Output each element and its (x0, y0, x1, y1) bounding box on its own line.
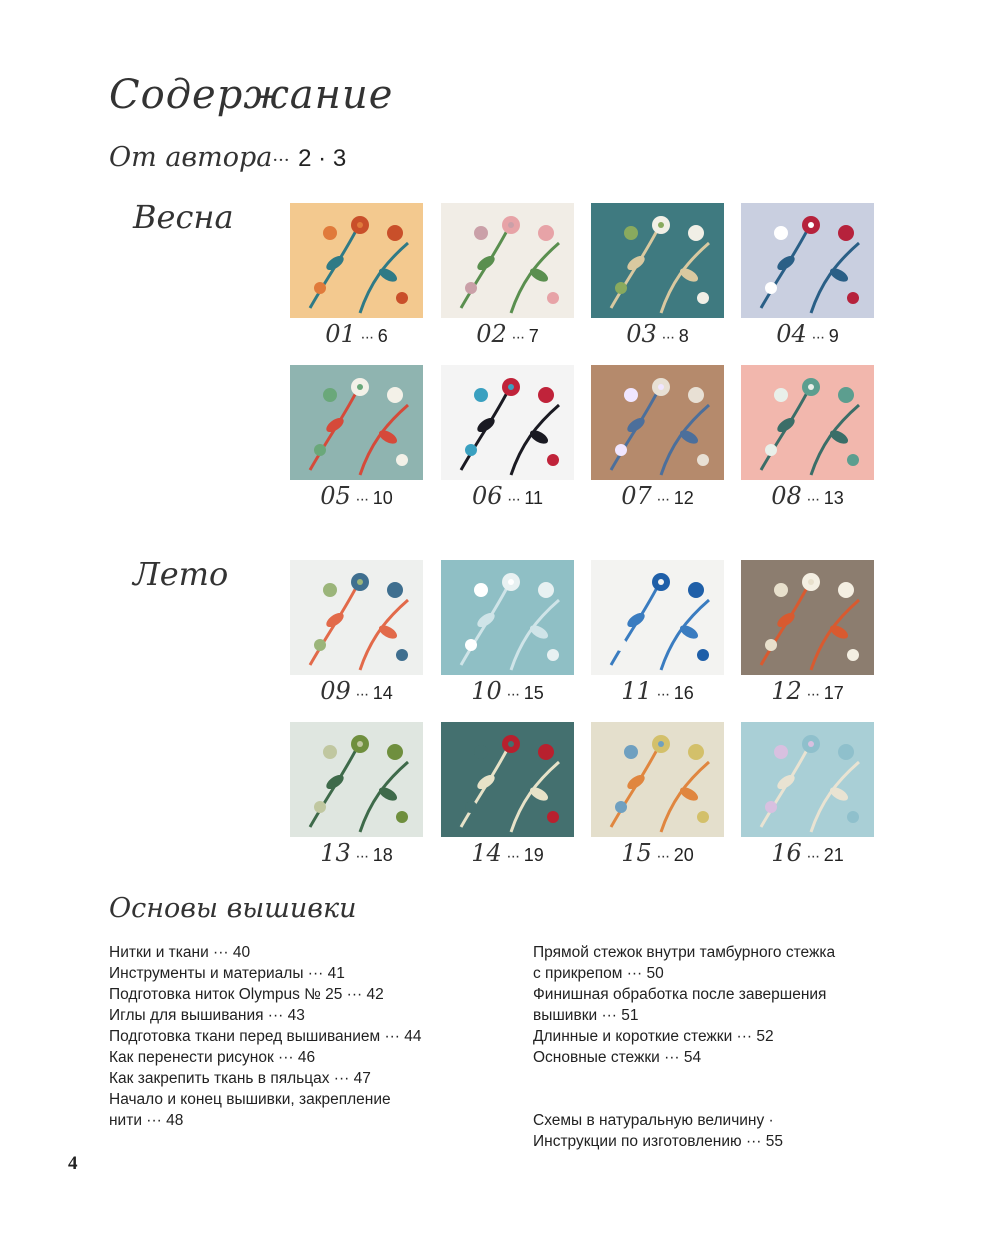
project-page: 6 (377, 326, 388, 346)
embroidery-image (290, 203, 423, 318)
embroidery-image (741, 203, 874, 318)
leader-dots: ··· (811, 329, 825, 346)
project-number: 03 (626, 320, 657, 348)
project-page: 8 (678, 326, 689, 346)
project-caption[interactable] (441, 320, 574, 348)
project-page: 11 (524, 488, 544, 508)
embroidery-image (290, 722, 423, 837)
project-thumbnail[interactable] (441, 722, 574, 837)
page-number: 4 (68, 1153, 78, 1174)
project-caption[interactable] (290, 320, 423, 348)
project-thumbnail[interactable] (441, 203, 574, 318)
project-caption[interactable] (741, 320, 874, 348)
project-number: 01 (325, 320, 356, 348)
project-thumbnail[interactable] (290, 722, 423, 837)
project-number: 02 (476, 320, 507, 348)
project-thumbnail[interactable] (441, 365, 574, 480)
basics-line[interactable]: Финишная обработка после завершения (533, 986, 827, 1003)
project-caption[interactable] (591, 320, 724, 348)
section-summer-title: Лето (133, 555, 229, 593)
leader-dots: ··· (355, 686, 369, 703)
leader-dots: ··· (506, 491, 520, 508)
author-pages: 2 · 3 (298, 145, 347, 172)
basics-right-column (533, 942, 835, 1068)
project-number: 14 (471, 839, 502, 867)
leader-dots: ··· (355, 848, 369, 865)
project-caption[interactable] (591, 677, 724, 705)
section-spring-title: Весна (133, 198, 234, 236)
embroidery-image (591, 560, 724, 675)
project-thumbnail[interactable] (290, 365, 423, 480)
basics-right-bottom (533, 1110, 783, 1152)
project-thumbnail[interactable] (741, 722, 874, 837)
embroidery-image (441, 365, 574, 480)
basics-left-column (109, 942, 422, 1131)
project-page: 15 (523, 683, 544, 703)
project-caption[interactable] (290, 482, 423, 510)
project-page: 17 (823, 683, 844, 703)
leader-dots: ··· (661, 329, 675, 346)
author-label: От автора (109, 142, 273, 173)
embroidery-image (441, 203, 574, 318)
project-number: 11 (621, 677, 652, 705)
embroidery-image (741, 560, 874, 675)
project-page: 10 (372, 488, 393, 508)
basics-line[interactable]: Иглы для вышивания ··· 43 (109, 1007, 305, 1024)
project-caption[interactable] (290, 677, 423, 705)
project-thumbnail[interactable] (591, 560, 724, 675)
basics-line[interactable]: нити ··· 48 (109, 1112, 184, 1129)
project-caption[interactable] (441, 677, 574, 705)
project-number: 06 (471, 482, 503, 510)
project-number: 08 (771, 482, 802, 510)
embroidery-image (441, 722, 574, 837)
project-thumbnail[interactable] (591, 722, 724, 837)
project-page: 19 (523, 845, 544, 865)
basics-title: Основы вышивки (109, 893, 357, 924)
basics-line[interactable]: Основные стежки ··· 54 (533, 1049, 702, 1066)
project-page: 14 (372, 683, 393, 703)
project-number: 05 (320, 482, 351, 510)
project-caption[interactable] (441, 482, 574, 510)
project-number: 13 (320, 839, 351, 867)
project-caption[interactable] (741, 839, 874, 867)
leader-dots: ··· (806, 686, 820, 703)
project-page: 20 (673, 845, 694, 865)
leader-dots: ··· (511, 329, 525, 346)
project-page: 9 (828, 326, 839, 346)
project-thumbnail[interactable] (741, 365, 874, 480)
embroidery-image (290, 560, 423, 675)
basics-line[interactable]: Прямой стежок внутри тамбурного стежка (533, 944, 836, 961)
project-number: 16 (771, 839, 802, 867)
basics-line[interactable]: Как перенести рисунок ··· 46 (109, 1049, 316, 1066)
leader-dots: ··· (656, 686, 670, 703)
embroidery-image (290, 365, 423, 480)
project-caption[interactable] (441, 839, 574, 867)
project-thumbnail[interactable] (290, 203, 423, 318)
embroidery-image (591, 722, 724, 837)
project-number: 10 (471, 677, 502, 705)
basics-line[interactable]: с прикрепом ··· 50 (533, 965, 664, 982)
basics-line[interactable]: Начало и конец вышивки, закрепление (109, 1091, 391, 1108)
project-page: 18 (372, 845, 393, 865)
project-caption[interactable] (741, 482, 874, 510)
project-thumbnail[interactable] (441, 560, 574, 675)
project-thumbnail[interactable] (741, 203, 874, 318)
project-thumbnail[interactable] (290, 560, 423, 675)
embroidery-image (591, 365, 724, 480)
project-page: 21 (823, 845, 844, 865)
project-page: 7 (528, 326, 539, 346)
leader-dots: ··· (656, 848, 670, 865)
leader-dots: ··· (355, 491, 369, 508)
basics-line[interactable]: вышивки ··· 51 (533, 1007, 639, 1024)
basics-line[interactable]: Подготовка ниток Olympus № 25 ··· 42 (109, 986, 384, 1003)
page-title: Содержание (109, 72, 394, 118)
embroidery-image (741, 365, 874, 480)
project-page: 12 (673, 488, 694, 508)
basics-line[interactable]: Нитки и ткани ··· 40 (109, 944, 251, 961)
leader-dots: ··· (360, 329, 374, 346)
basics-line[interactable]: Длинные и короткие стежки ··· 52 (533, 1028, 774, 1045)
project-thumbnail[interactable] (591, 203, 724, 318)
basics-line[interactable]: Инструкции по изготовлению ··· 55 (533, 1133, 783, 1150)
project-number: 04 (776, 320, 807, 348)
project-number: 07 (621, 482, 652, 510)
project-thumbnail[interactable] (741, 560, 874, 675)
leader-dots: ··· (806, 848, 820, 865)
basics-line[interactable]: Подготовка ткани перед вышиванием ··· 44 (109, 1028, 422, 1045)
embroidery-image (591, 203, 724, 318)
project-caption[interactable] (591, 482, 724, 510)
project-thumbnail[interactable] (591, 365, 724, 480)
leader-dots: ··· (806, 491, 820, 508)
author-entry[interactable] (109, 142, 346, 173)
basics-line[interactable]: Инструменты и материалы ··· 41 (109, 965, 345, 982)
project-page: 16 (673, 683, 694, 703)
project-page: 13 (823, 488, 844, 508)
basics-line[interactable]: Схемы в натуральную величину · (533, 1112, 774, 1129)
project-number: 15 (621, 839, 652, 867)
leader-dots: ··· (506, 686, 520, 703)
basics-line[interactable]: Как закрепить ткань в пяльцах ··· 47 (109, 1070, 371, 1087)
project-caption[interactable] (591, 839, 724, 867)
project-number: 09 (320, 677, 351, 705)
embroidery-image (441, 560, 574, 675)
author-dots: ··· (272, 150, 290, 171)
leader-dots: ··· (656, 491, 670, 508)
embroidery-image (741, 722, 874, 837)
project-caption[interactable] (741, 677, 874, 705)
leader-dots: ··· (506, 848, 520, 865)
project-caption[interactable] (290, 839, 423, 867)
project-number: 12 (771, 677, 802, 705)
